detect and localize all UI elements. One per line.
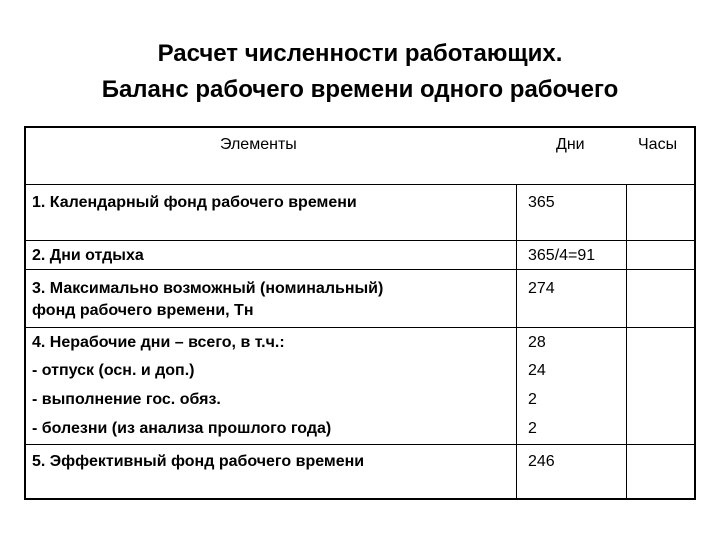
col-divider-1	[516, 184, 517, 500]
row-3-label-line-1: 3. Максимально возможный (номинальный)	[32, 280, 384, 297]
table-border-bottom	[24, 498, 696, 500]
row-separator-4	[24, 444, 696, 445]
col-divider-2	[626, 184, 627, 500]
header-days: Дни	[556, 136, 585, 153]
row-4-label-line-1: 4. Нерабочие дни – всего, в т.ч.:	[32, 334, 285, 351]
row-3-days: 274	[528, 280, 555, 297]
row-4-days-line-3: 2	[528, 391, 537, 408]
header-hours: Часы	[638, 136, 678, 153]
row-4-label-line-4: - болезни (из анализа прошлого года)	[32, 420, 332, 437]
row-4-days-line-4: 2	[528, 420, 537, 437]
title-line-2: Баланс рабочего времени одного рабочего	[101, 76, 619, 103]
row-4-label-line-2: - отпуск (осн. и доп.)	[32, 362, 195, 379]
table-border-top	[24, 126, 696, 128]
row-1-days: 365	[528, 194, 555, 211]
row-2-days: 365/4=91	[528, 247, 596, 264]
row-separator-header	[24, 184, 696, 185]
header-elements: Элементы	[220, 136, 297, 153]
row-5-label: 5. Эффективный фонд рабочего времени	[32, 453, 365, 470]
row-4-label-line-3: - выполнение гос. обяз.	[32, 391, 221, 408]
row-separator-1	[24, 240, 696, 241]
row-separator-2	[24, 269, 696, 270]
row-separator-3	[24, 327, 696, 328]
title-line-1: Расчет численности работающих.	[157, 40, 563, 67]
page-title	[0, 36, 720, 108]
row-4-days-line-2: 24	[528, 362, 546, 379]
row-3-label-line-2: фонд рабочего времени, Тн	[32, 302, 254, 319]
row-5-days: 246	[528, 453, 555, 470]
row-1-label: 1. Календарный фонд рабочего времени	[32, 194, 357, 211]
work-time-balance-table	[24, 126, 696, 500]
row-4-days-line-1: 28	[528, 334, 546, 351]
row-2-label: 2. Дни отдыха	[32, 247, 144, 264]
